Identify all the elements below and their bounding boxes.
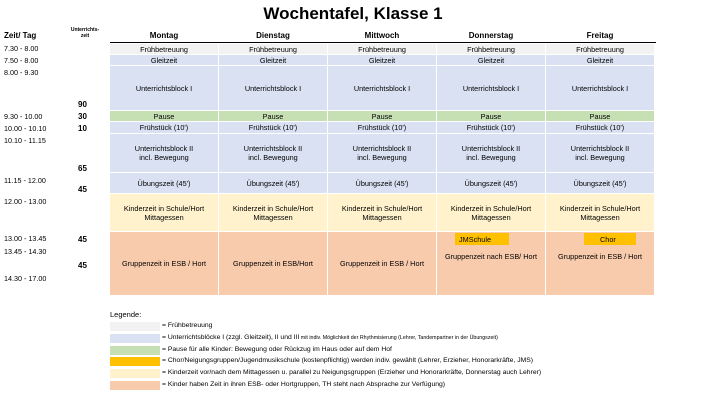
cell-unterrichtsblock-2-3 xyxy=(328,134,436,172)
legend-text: = Chor/Neigungsgruppen/Jugendmusikschule (kostenpflichtig) werden indiv. gewählt (Lehrer, Erzieher, Honorarkräfte, JMS) xyxy=(162,357,534,364)
cell-text-line: Unterrichtsblock II xyxy=(570,144,630,153)
time-label: 7.30 - 8.00 xyxy=(4,44,39,53)
cell-unterrichtsblock-1-3 xyxy=(328,66,436,110)
cell-uebungszeit-2 xyxy=(219,173,327,193)
time-label: 12.00 - 13.00 xyxy=(4,197,47,206)
cell-text-line: Gruppenzeit in ESB/Hort xyxy=(233,259,313,268)
cell-text-line: Unterrichtsblock I xyxy=(353,83,411,93)
minutes-value: 30 xyxy=(78,112,87,121)
cell-text-line: incl. Bewegung xyxy=(357,153,407,162)
time-label: 10.00 - 10.10 xyxy=(4,124,47,133)
cell-unterrichtsblock-2-5 xyxy=(546,134,654,172)
cell-text-line: Unterrichtsblock II xyxy=(243,144,303,153)
cell-text-line: Gleitzeit xyxy=(368,55,396,65)
cell-gruppenzeit-2 xyxy=(219,232,327,295)
cell-kinderzeit-1 xyxy=(110,194,218,231)
cell-text xyxy=(354,84,410,93)
cell-text-line: Mittagessen xyxy=(144,212,184,222)
cell-text-line: Frühstück (10') xyxy=(139,123,189,132)
cell-text xyxy=(140,45,188,54)
legend-item xyxy=(162,322,212,329)
cell-text xyxy=(467,45,515,54)
cell-pause-2 xyxy=(219,111,327,121)
cell-unterrichtsblock-1-5 xyxy=(546,66,654,110)
cell-text xyxy=(342,204,422,222)
cell-text-line: Kinderzeit in Schule/Hort xyxy=(559,203,641,213)
cell-uebungszeit-3 xyxy=(328,173,436,193)
cell-text xyxy=(136,84,192,93)
cell-text-line: Kinderzeit in Schule/Hort xyxy=(123,203,205,213)
cell-text xyxy=(465,179,518,188)
day-header-2: Dienstag xyxy=(256,31,290,40)
minutes-value: 45 xyxy=(78,185,87,194)
cell-pause-4 xyxy=(437,111,545,121)
cell-uebungszeit-1 xyxy=(110,173,218,193)
cell-text xyxy=(249,123,297,132)
cell-text-line: Unterrichtsblock I xyxy=(244,83,302,93)
cell-text xyxy=(244,144,302,162)
cell-text-line: Übungszeit (45') xyxy=(246,178,300,188)
cell-text xyxy=(576,123,624,132)
cell-fruehbetreuung-5 xyxy=(546,44,654,54)
minutes-value: 90 xyxy=(78,100,87,109)
cell-text xyxy=(247,179,300,188)
time-label: 7.50 - 8.00 xyxy=(4,56,39,65)
cell-text-line: Übungszeit (45') xyxy=(573,178,627,188)
cell-text-line: Gleitzeit xyxy=(259,55,287,65)
cell-text xyxy=(462,144,520,162)
cell-text xyxy=(558,252,642,261)
cell-text xyxy=(481,112,502,121)
cell-text-line: Unterrichtsblock II xyxy=(461,144,521,153)
cell-text-line: Gleitzeit xyxy=(477,55,505,65)
day-header-4: Donnerstag xyxy=(468,31,514,40)
cell-text xyxy=(590,112,611,121)
minutes-header-line1: Unterrichts- xyxy=(70,27,100,33)
minutes-column-header xyxy=(66,27,104,39)
cell-unterrichtsblock-2-1 xyxy=(110,134,218,172)
cell-text-line: Frühbetreuung xyxy=(576,44,624,54)
cell-gruppenzeit-3 xyxy=(328,232,436,295)
cell-gleitzeit-1 xyxy=(110,55,218,65)
legend-swatch xyxy=(110,334,160,343)
cell-text-line: Gleitzeit xyxy=(586,55,614,65)
cell-text-line: Mittagessen xyxy=(471,212,511,222)
legend-swatch xyxy=(110,381,160,390)
minutes-value: 10 xyxy=(78,124,87,133)
cell-text-line: Frühbetreuung xyxy=(249,44,297,54)
time-label: 9.30 - 10.00 xyxy=(4,112,43,121)
cell-text-line: incl. Bewegung xyxy=(248,153,298,162)
legend-item xyxy=(162,381,445,388)
cell-text-line: incl. Bewegung xyxy=(575,153,625,162)
time-label: 13.00 - 13.45 xyxy=(4,234,47,243)
cell-kinderzeit-5 xyxy=(546,194,654,231)
legend-title: Legende: xyxy=(110,310,142,319)
cell-text-line: Pause xyxy=(262,111,284,121)
legend-note: mit indiv. Möglichkeit der Rhythmisierung (Lehrer, Tandempartner in der Übungszeit) xyxy=(299,335,498,341)
legend-item xyxy=(162,334,498,341)
legend-text: = Kinder haben Zeit in ihren ESB- oder Hortgruppen, TH steht nach Absprache zur Verfügung) xyxy=(162,381,446,388)
cell-fruehstueck-1 xyxy=(110,122,218,133)
cell-text xyxy=(576,45,624,54)
cell-fruehbetreuung-3 xyxy=(328,44,436,54)
cell-text-line: Übungszeit (45') xyxy=(355,178,409,188)
cell-text xyxy=(478,56,504,65)
cell-text-line: Gruppenzeit in ESB / Hort xyxy=(558,252,642,261)
legend-text: = Unterrichtsblöcke I (zzgl. Gleitzeit), II und III xyxy=(162,334,300,341)
cell-uebungszeit-5 xyxy=(546,173,654,193)
cell-text-line: Unterrichtsblock II xyxy=(352,144,412,153)
cell-text xyxy=(233,204,313,222)
time-label: 13.45 - 14.30 xyxy=(4,247,47,256)
cell-fruehstueck-3 xyxy=(328,122,436,133)
cell-text xyxy=(356,179,409,188)
cell-unterrichtsblock-1-1 xyxy=(110,66,218,110)
cell-uebungszeit-4 xyxy=(437,173,545,193)
jms-badge: JMSchule xyxy=(455,233,509,245)
cell-text xyxy=(154,112,175,121)
legend-swatch xyxy=(110,357,160,366)
cell-fruehstueck-2 xyxy=(219,122,327,133)
cell-text xyxy=(122,259,206,268)
cell-text-line: Unterrichtsblock I xyxy=(462,83,520,93)
cell-text-line: Mittagessen xyxy=(253,212,293,222)
cell-text-line: Mittagessen xyxy=(580,212,620,222)
cell-text-line: Frühstück (10') xyxy=(357,123,407,132)
legend-item xyxy=(162,357,533,364)
legend-item xyxy=(162,346,392,353)
cell-gleitzeit-5 xyxy=(546,55,654,65)
cell-text xyxy=(572,84,628,93)
cell-fruehbetreuung-4 xyxy=(437,44,545,54)
cell-text xyxy=(445,252,537,261)
cell-unterrichtsblock-2-2 xyxy=(219,134,327,172)
cell-text xyxy=(140,123,188,132)
cell-text-line: Frühbetreuung xyxy=(467,44,515,54)
day-header-1: Montag xyxy=(149,31,179,40)
minutes-header-line2: zeit xyxy=(80,33,90,39)
cell-text xyxy=(358,45,406,54)
cell-text-line: Gruppenzeit in ESB / Hort xyxy=(122,259,206,268)
cell-text xyxy=(358,123,406,132)
cell-text xyxy=(260,56,286,65)
header-rule xyxy=(110,42,656,43)
time-column-header: Zeit/ Tag xyxy=(4,31,37,40)
cell-text-line: Frühstück (10') xyxy=(248,123,298,132)
legend-text: = Pause für alle Kinder: Bewegung oder Rückzug im Haus oder auf dem Hof xyxy=(162,346,392,353)
cell-text xyxy=(372,112,393,121)
cell-text-line: Pause xyxy=(153,111,175,121)
minutes-value: 45 xyxy=(78,235,87,244)
cell-text xyxy=(353,144,411,162)
legend-swatch xyxy=(110,322,160,331)
cell-text-line: Kinderzeit in Schule/Hort xyxy=(232,203,314,213)
cell-gleitzeit-2 xyxy=(219,55,327,65)
cell-text-line: Übungszeit (45') xyxy=(464,178,518,188)
cell-text-line: Unterrichtsblock I xyxy=(135,83,193,93)
cell-text xyxy=(587,56,613,65)
cell-unterrichtsblock-1-2 xyxy=(219,66,327,110)
cell-text xyxy=(233,259,313,268)
cell-text xyxy=(340,259,424,268)
cell-text xyxy=(467,123,515,132)
cell-text xyxy=(249,45,297,54)
cell-fruehstueck-5 xyxy=(546,122,654,133)
cell-text xyxy=(571,144,629,162)
time-label: 8.00 - 9.30 xyxy=(4,68,39,77)
cell-text-line: Gruppenzeit in ESB / Hort xyxy=(340,259,424,268)
minutes-value: 65 xyxy=(78,164,87,173)
legend-text: = Frühbetreuung xyxy=(162,322,213,329)
cell-text-line: Mittagessen xyxy=(362,212,402,222)
cell-fruehbetreuung-2 xyxy=(219,44,327,54)
cell-gleitzeit-4 xyxy=(437,55,545,65)
cell-gruppenzeit-1 xyxy=(110,232,218,295)
legend-swatch xyxy=(110,369,160,378)
cell-text-line: Frühbetreuung xyxy=(358,44,406,54)
cell-text xyxy=(245,84,301,93)
day-header-5: Freitag xyxy=(586,31,614,40)
minutes-value: 45 xyxy=(78,261,87,270)
cell-text xyxy=(451,204,531,222)
cell-pause-1 xyxy=(110,111,218,121)
cell-text-line: Frühstück (10') xyxy=(575,123,625,132)
cell-text xyxy=(369,56,395,65)
cell-text-line: Pause xyxy=(480,111,502,121)
cell-kinderzeit-2 xyxy=(219,194,327,231)
cell-text xyxy=(263,112,284,121)
cell-fruehstueck-4 xyxy=(437,122,545,133)
time-label: 14.30 - 17.00 xyxy=(4,274,47,283)
cell-text xyxy=(124,204,204,222)
cell-fruehbetreuung-1 xyxy=(110,44,218,54)
cell-text-line: Pause xyxy=(371,111,393,121)
cell-text-line: Pause xyxy=(589,111,611,121)
cell-text-line: incl. Bewegung xyxy=(139,153,189,162)
cell-kinderzeit-4 xyxy=(437,194,545,231)
cell-text xyxy=(138,179,191,188)
cell-pause-3 xyxy=(328,111,436,121)
cell-text-line: Frühbetreuung xyxy=(140,44,188,54)
cell-text-line: Übungszeit (45') xyxy=(137,178,191,188)
cell-text xyxy=(574,179,627,188)
cell-text-line: Kinderzeit in Schule/Hort xyxy=(450,203,532,213)
legend-item xyxy=(162,369,541,376)
cell-text-line: Kinderzeit in Schule/Hort xyxy=(341,203,423,213)
cell-gleitzeit-3 xyxy=(328,55,436,65)
cell-text-line: Gruppenzeit nach ESB/ Hort xyxy=(444,252,538,261)
cell-text-line: Unterrichtsblock II xyxy=(134,144,194,153)
cell-text xyxy=(463,84,519,93)
cell-text xyxy=(151,56,177,65)
cell-kinderzeit-3 xyxy=(328,194,436,231)
cell-pause-5 xyxy=(546,111,654,121)
time-label: 10.10 - 11.15 xyxy=(4,136,46,145)
time-label: 11.15 - 12.00 xyxy=(4,176,46,185)
cell-text-line: Gleitzeit xyxy=(150,55,178,65)
legend-swatch xyxy=(110,346,160,355)
cell-text xyxy=(560,204,640,222)
chor-badge: Chor xyxy=(584,233,636,245)
cell-unterrichtsblock-2-4 xyxy=(437,134,545,172)
page-title: Wochentafel, Klasse 1 xyxy=(263,4,443,23)
cell-text-line: Unterrichtsblock I xyxy=(571,83,629,93)
cell-unterrichtsblock-1-4 xyxy=(437,66,545,110)
day-header-3: Mittwoch xyxy=(364,31,400,40)
cell-text xyxy=(135,144,193,162)
cell-text-line: Frühstück (10') xyxy=(466,123,516,132)
cell-text-line: incl. Bewegung xyxy=(466,153,516,162)
legend-text: = Kinderzeit vor/nach dem Mittagessen u. parallel zu Neigungsgruppen (Erzieher und Honorarkräfte, Donnerstag auch Lehrer) xyxy=(162,369,542,376)
